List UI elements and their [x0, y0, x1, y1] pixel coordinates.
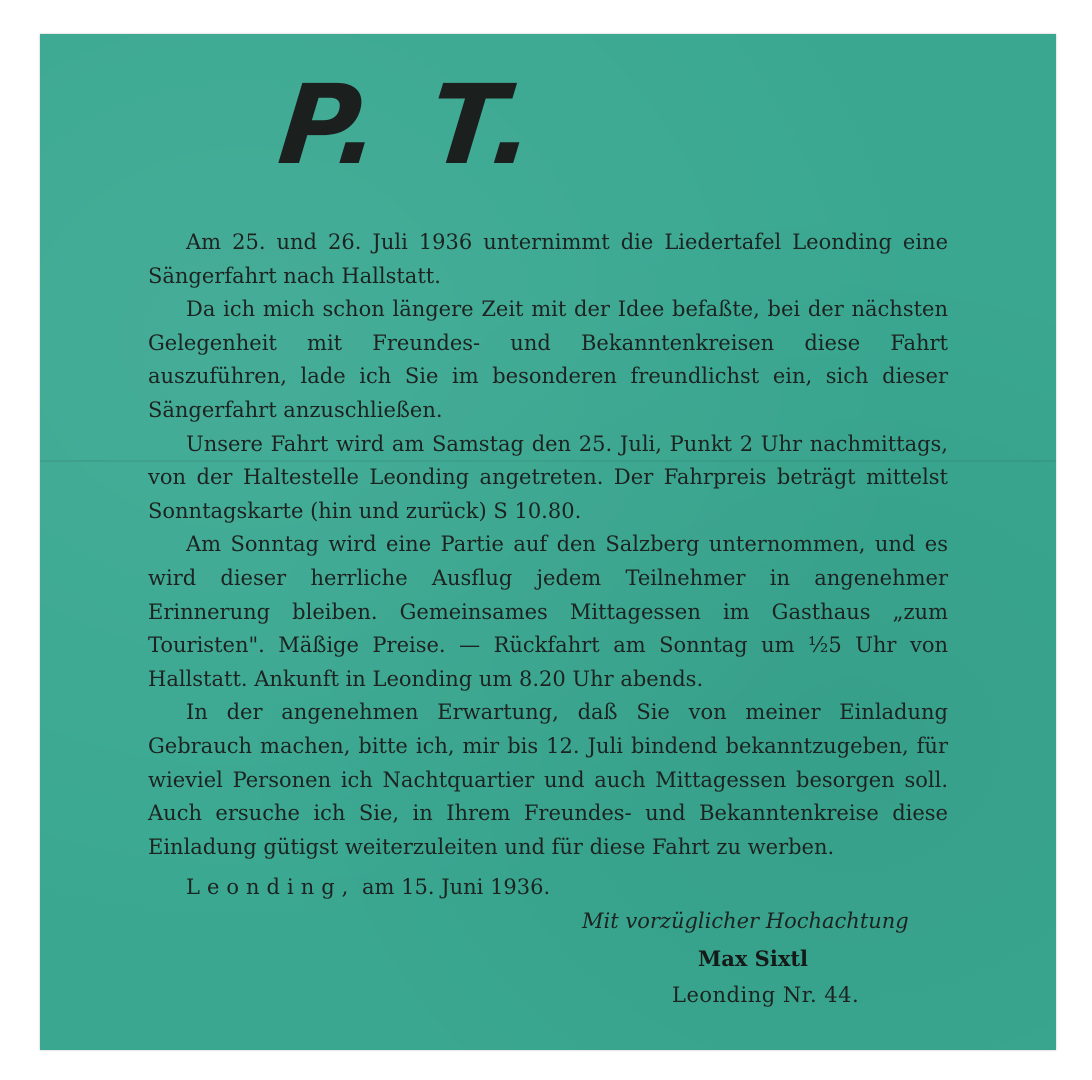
dateline-place: Leonding,: [186, 875, 356, 899]
paragraph-departure-fare: Unsere Fahrt wird am Samstag den 25. Juli, Punkt 2 Uhr nachmittags, von der Haltestelle Leonding angetreten. Der Fahrpreis beträgt mittelst Sonntagskarte (hin und zurück) S 10.80.: [148, 431, 948, 523]
paragraph-sunday-program: Am Sonntag wird eine Partie auf den Salzberg unternommen, und es wird dieser herrliche Ausflug jedem Teilnehmer in angenehmer Erinnerung bleiben. Gemeinsames Mittagessen im Gasthaus „zum Touristen". Mäßige Preise. — Rückfahrt am Sonntag um ½5 Uhr von Hallstatt. Ankunft in Leonding um 8.20 Uhr abends.: [148, 532, 948, 691]
invitation-letter: [40, 34, 1056, 1050]
dateline: [186, 872, 550, 902]
signer-name: Max Sixtl: [698, 946, 809, 971]
paragraph-invitation: Da ich mich schon längere Zeit mit der Idee befaßte, bei der nächsten Gelegenheit mit Freundes- und Bekanntenkreisen diese Fahrt auszuführen, lade ich Sie im besonderen freundlichst ein, sich dieser Sängerfahrt anzuschließen.: [148, 297, 948, 422]
paragraph-event-announcement: Am 25. und 26. Juli 1936 unternimmt die Liedertafel Leonding eine Sängerfahrt nach Hallstatt.: [148, 230, 948, 288]
paragraph-rsvp-request: In der angenehmen Erwartung, daß Sie von meiner Einladung Gebrauch machen, bitte ich, mir bis 12. Juli bindend bekanntzugeben, für wieviel Personen ich Nachtquartier und auch Mittagessen besorgen soll. Auch ersuche ich Sie, in Ihrem Freundes- und Bekanntenkreise diese Einladung gütigst weiterzuleiten und für diese Fahrt zu werben.: [148, 700, 948, 859]
closing-salutation: Mit vorzüglicher Hochachtung: [582, 909, 909, 933]
letter-body: [148, 226, 948, 864]
dateline-date: am 15. Juni 1936.: [362, 875, 551, 899]
heading-pt: P. T.: [273, 61, 548, 189]
signer-address: Leonding Nr. 44.: [672, 983, 860, 1007]
